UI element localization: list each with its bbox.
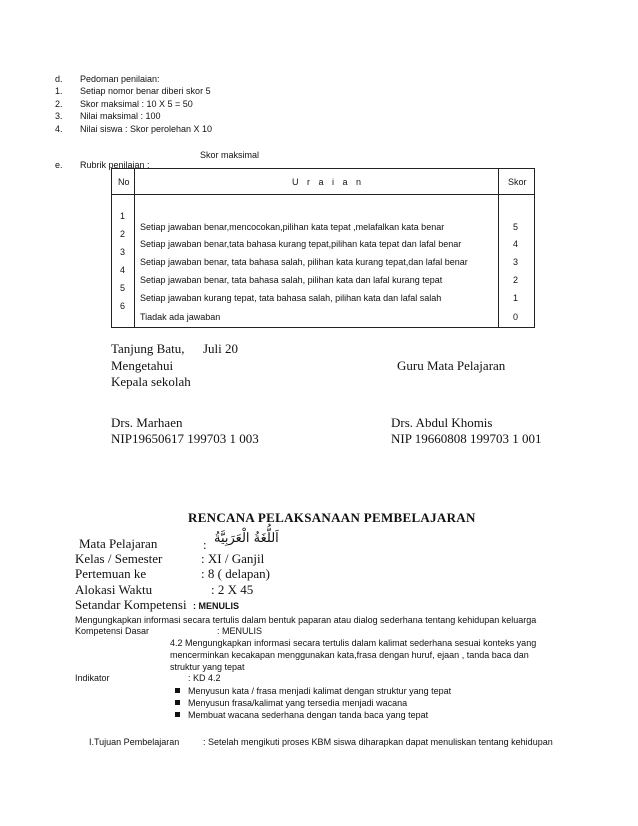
kd-label: Kompetensi Dasar xyxy=(75,626,150,636)
row-skor: 0 xyxy=(513,312,519,322)
row-number: 4 xyxy=(120,265,126,275)
field-value: : MENULIS xyxy=(193,601,239,611)
row-number: 1 xyxy=(120,211,126,221)
pedoman-item-num: 1. xyxy=(55,86,63,96)
pedoman-item-num: 4. xyxy=(55,124,63,134)
row-skor: 1 xyxy=(513,293,519,303)
header-uraian: U r a i a n xyxy=(292,177,365,187)
signature-kepala: Kepala sekolah xyxy=(111,374,191,389)
field-value: : 8 ( delapan) xyxy=(201,566,270,581)
column-divider xyxy=(134,169,135,327)
row-skor: 3 xyxy=(513,257,519,267)
pedoman-mark: d. xyxy=(55,74,63,84)
row-number: 2 xyxy=(120,229,126,239)
indikator-item xyxy=(175,710,428,720)
kd-text-line: struktur yang tepat xyxy=(170,662,245,672)
field-label: Mata Pelajaran xyxy=(79,536,158,551)
field-colon: : xyxy=(203,537,207,552)
signature-left-nip: NIP19650617 199703 1 003 xyxy=(111,431,259,446)
row-skor: 2 xyxy=(513,275,519,285)
signature-right-name: Drs. Abdul Khomis xyxy=(391,415,493,430)
rubrik-title: Rubrik penilaian : xyxy=(80,160,150,170)
signature-guru: Guru Mata Pelajaran xyxy=(397,358,506,373)
row-number: 3 xyxy=(120,247,126,257)
pedoman-item-text: Nilai maksimal : 100 xyxy=(80,111,161,121)
bullet-icon xyxy=(175,700,180,705)
column-divider xyxy=(498,169,499,327)
rpp-title: RENCANA PELAKSANAAN PEMBELAJARAN xyxy=(188,510,476,525)
indikator-item xyxy=(175,698,407,708)
fraction-denominator: Skor maksimal xyxy=(200,150,260,160)
rubrik-mark: e. xyxy=(55,160,63,170)
row-uraian: Setiap jawaban benar, tata bahasa salah, pilihan kata dan lafal kurang tepat xyxy=(140,275,443,285)
field-label: Setandar Kompetensi xyxy=(75,597,187,612)
tujuan-text: : Setelah mengikuti proses KBM siswa diharapkan dapat menuliskan tentang kehidupan xyxy=(203,737,553,747)
row-number: 6 xyxy=(120,301,126,311)
signature-left-name: Drs. Marhaen xyxy=(111,415,183,430)
field-value: : 2 X 45 xyxy=(211,582,254,597)
pedoman-item-num: 2. xyxy=(55,99,63,109)
row-skor: 5 xyxy=(513,222,519,232)
pedoman-item-num: 3. xyxy=(55,111,63,121)
row-uraian: Setiap jawaban kurang tepat, tata bahasa salah, pilihan kata dan lafal salah xyxy=(140,293,442,303)
bullet-icon xyxy=(175,688,180,693)
indikator-item-text: Menyusun frasa/kalimat yang tersedia menjadi wacana xyxy=(188,698,408,708)
mata-pelajaran-arabic: اَللُّغَةُ الْعَرَبِيَّةُ xyxy=(214,531,279,546)
field-value: : XI / Ganjil xyxy=(201,551,265,566)
kd-text-line: 4.2 Mengungkapkan informasi secara tertulis dalam kalimat sederhana sesuai konteks yang xyxy=(170,638,537,648)
header-skor: Skor xyxy=(508,177,527,187)
indikator-item-text: Menyusun kata / frasa menjadi kalimat dengan struktur yang tepat xyxy=(188,686,452,696)
signature-mengetahui: Mengetahui xyxy=(111,358,174,373)
kd-value: : MENULIS xyxy=(217,626,263,636)
kd-text-line: mencerminkan kecakapan menggunakan kata,frasa dengan huruf, ejaan , tanda baca dan xyxy=(170,650,529,660)
pedoman-item-text: Nilai siswa : Skor perolehan X 10 xyxy=(80,124,213,134)
field-label: Kelas / Semester xyxy=(75,551,163,566)
pedoman-item-text: Setiap nomor benar diberi skor 5 xyxy=(80,86,211,96)
tujuan-label: I.Tujuan Pembelajaran xyxy=(89,737,180,747)
pedoman-title: Pedoman penilaian: xyxy=(80,74,160,84)
field-label: Alokasi Waktu xyxy=(75,582,153,597)
row-number: 5 xyxy=(120,283,126,293)
pedoman-item-text: Skor maksimal : 10 X 5 = 50 xyxy=(80,99,193,109)
bullet-icon xyxy=(175,712,180,717)
header-no: No xyxy=(118,177,130,187)
field-label: Pertemuan ke xyxy=(75,566,147,581)
row-uraian: Setiap jawaban benar,mencocokan,pilihan kata tepat ,melafalkan kata benar xyxy=(140,222,445,232)
indikator-item xyxy=(175,686,451,696)
row-uraian: Setiap jawaban benar,tata bahasa kurang tepat,pilihan kata tepat dan lafal benar xyxy=(140,239,462,249)
indikator-item-text: Membuat wacana sederhana dengan tanda baca yang tepat xyxy=(188,710,429,720)
signature-right-nip: NIP 19660808 199703 1 001 xyxy=(391,431,542,446)
signature-date: Juli 20 xyxy=(203,341,239,356)
signature-place: Tanjung Batu, xyxy=(111,341,185,356)
row-skor: 4 xyxy=(513,239,519,249)
indikator-value: : KD 4.2 xyxy=(188,673,221,683)
indikator-label: Indikator xyxy=(75,673,110,683)
row-uraian: Tiadak ada jawaban xyxy=(140,312,221,322)
rubrik-table xyxy=(111,168,535,328)
row-uraian: Setiap jawaban benar, tata bahasa salah, pilihan kata kurang tepat,dan lafal benar xyxy=(140,257,468,267)
sk-text: Mengungkapkan informasi secara tertulis dalam bentuk paparan atau dialog sederhana tentang kehidupan keluarga xyxy=(75,615,537,625)
